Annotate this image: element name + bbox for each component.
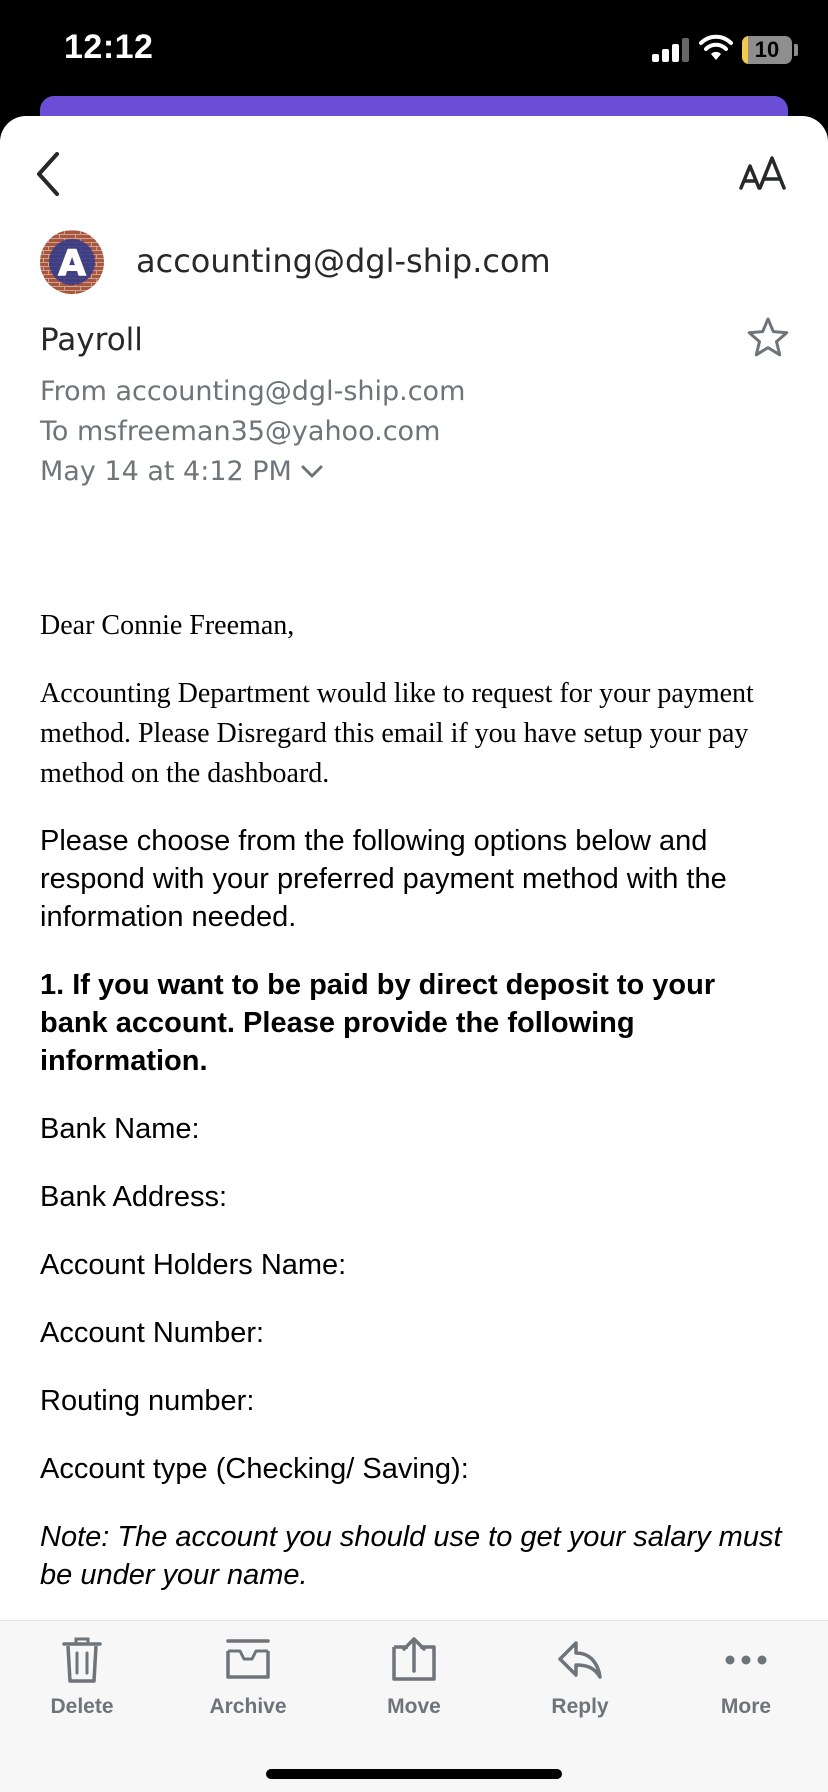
chevron-down-icon: [300, 464, 324, 480]
reply-label: Reply: [551, 1695, 609, 1718]
email-subject: Payroll: [40, 322, 143, 358]
archive-button[interactable]: [188, 1635, 308, 1735]
field-account-type: Account type (Checking/ Saving):: [40, 1453, 469, 1485]
more-icon: [722, 1635, 770, 1685]
email-sheet: [0, 116, 828, 1792]
star-icon[interactable]: [746, 316, 790, 360]
status-bar: [0, 0, 828, 100]
field-routing-number: Routing number:: [40, 1385, 255, 1417]
move-icon: [390, 1635, 438, 1685]
battery-cap: [794, 44, 798, 56]
wifi-icon: [698, 34, 734, 62]
move-label: Move: [387, 1695, 441, 1718]
archive-label: Archive: [209, 1695, 287, 1718]
field-bank-address: Bank Address:: [40, 1181, 227, 1213]
instructions-paragraph: Please choose from the following options below and respond with your preferred payment method with the information needed.: [40, 825, 727, 933]
bottom-toolbar: [0, 1620, 828, 1792]
date-text: May 14 at 4:12 PM: [40, 456, 292, 487]
reply-icon: [556, 1635, 604, 1685]
move-button[interactable]: [354, 1635, 474, 1735]
back-chevron-icon: [33, 150, 63, 198]
reply-button[interactable]: [520, 1635, 640, 1735]
greeting: Dear Connie Freeman,: [40, 610, 295, 641]
intro-paragraph: Accounting Department would like to request for your payment method. Please Disregard this email if you have setup your pay method on the dashboard.: [40, 678, 754, 789]
field-account-number: Account Number:: [40, 1317, 265, 1349]
field-account-holder: Account Holders Name:: [40, 1249, 347, 1281]
avatar[interactable]: [40, 230, 104, 294]
home-indicator[interactable]: [266, 1769, 562, 1779]
battery-level: 10: [754, 37, 780, 62]
sender-name[interactable]: accounting@dgl-ship.com: [136, 242, 551, 280]
email-body: [40, 606, 790, 1624]
field-bank-name: Bank Name:: [40, 1113, 200, 1145]
more-button[interactable]: [686, 1635, 806, 1735]
battery-icon: [742, 36, 792, 64]
delete-button[interactable]: [22, 1635, 142, 1735]
option-one-heading: 1. If you want to be paid by direct deposit to your bank account. Please provide the following information.: [40, 969, 716, 1077]
date-line[interactable]: [40, 456, 324, 487]
archive-icon: [224, 1635, 272, 1685]
to-line: To msfreeman35@yahoo.com: [40, 416, 441, 447]
status-time: 12:12: [64, 28, 154, 66]
more-label: More: [720, 1695, 772, 1718]
delete-label: Delete: [50, 1695, 114, 1718]
note-paragraph: Note: The account you should use to get your salary must be under your name.: [40, 1521, 782, 1591]
back-button[interactable]: [28, 146, 68, 202]
cellular-signal-icon: [652, 38, 690, 62]
trash-icon: [60, 1635, 104, 1685]
from-line: From accounting@dgl-ship.com: [40, 376, 466, 407]
avatar-letter: A: [58, 243, 86, 284]
text-size-icon[interactable]: [738, 152, 788, 196]
